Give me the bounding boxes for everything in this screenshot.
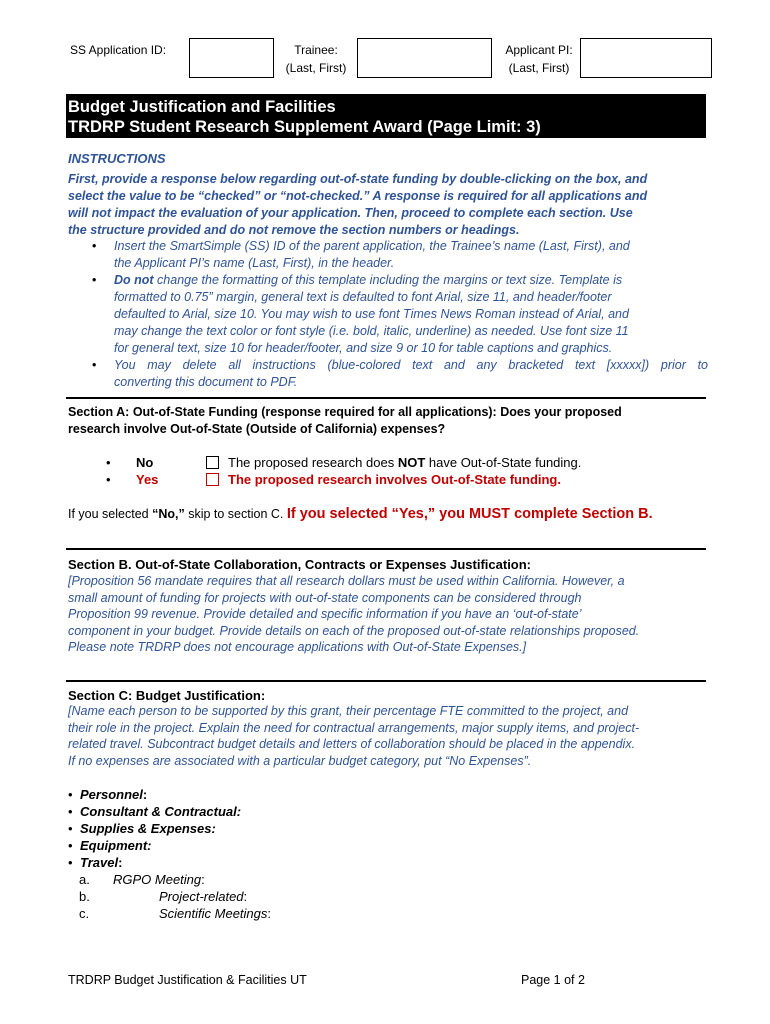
bullet-glyph: • bbox=[68, 838, 73, 853]
skip-note-no: “No,” bbox=[152, 507, 185, 521]
budget-item-tail: : bbox=[142, 787, 148, 802]
option-no-row bbox=[106, 455, 626, 471]
bullet-glyph: • bbox=[106, 455, 111, 470]
bullet-line: formatted to 0.75” margin, general text is defaulted to font Arial, size 11, and header/footer bbox=[114, 290, 612, 304]
trainee-field[interactable] bbox=[357, 38, 492, 78]
section-c-line: [Name each person to be supported by this grant, their percentage FTE committed to the project, and bbox=[68, 704, 629, 718]
travel-subitem-label: RGPO Meeting bbox=[113, 872, 202, 887]
skip-note-must: If you selected “Yes,” you MUST complete Section B. bbox=[286, 506, 653, 522]
section-b-heading bbox=[68, 556, 708, 573]
budget-item-travel bbox=[68, 854, 241, 871]
bullet-glyph: • bbox=[92, 358, 97, 372]
instructions-bullet-2 bbox=[68, 272, 708, 357]
budget-item-label: Consultant & Contractual: bbox=[80, 804, 242, 819]
instructions-intro-line: First, provide a response below regarding out-of-state funding by double-clicking on the box, and bbox=[68, 172, 648, 186]
applicant-pi-label-sub: (Last, First) bbox=[508, 61, 570, 75]
budget-item-label: Personnel bbox=[80, 787, 143, 802]
section-b-line: component in your budget. Provide details on each of the proposed out-of-state relationships proposed. bbox=[68, 623, 640, 638]
travel-subitem-text bbox=[159, 888, 247, 905]
footer-page-number: Page 1 of 2 bbox=[521, 973, 585, 987]
section-b-instructions bbox=[68, 573, 708, 656]
travel-subitem-text bbox=[159, 905, 271, 922]
section-a-skip-note bbox=[68, 505, 653, 523]
section-a-heading-line: research involve Out-of-State (Outside of California) expenses? bbox=[68, 422, 446, 436]
travel-subitem-label: Project-related bbox=[159, 889, 244, 904]
bullet-glyph: • bbox=[68, 787, 73, 802]
bullet-line: the Applicant PI’s name (Last, First), in the header. bbox=[114, 256, 395, 270]
section-c-line: If no expenses are associated with a particular budget category, put “No Expenses”. bbox=[68, 753, 532, 768]
travel-subitem-tail: : bbox=[201, 872, 205, 887]
option-no-checkbox[interactable] bbox=[206, 456, 219, 469]
travel-subitem-a bbox=[0, 871, 400, 888]
trainee-label-sub: (Last, First) bbox=[285, 61, 347, 75]
bullet-glyph: • bbox=[68, 855, 73, 870]
travel-subitem-number: b. bbox=[79, 889, 90, 904]
bullet-glyph: • bbox=[106, 472, 111, 487]
budget-item-equipment bbox=[68, 837, 241, 854]
option-yes-row bbox=[106, 472, 626, 488]
bullet-glyph: • bbox=[68, 804, 73, 819]
instructions-bullet-list bbox=[68, 238, 708, 391]
budget-item-supplies bbox=[68, 820, 241, 837]
option-yes-checkbox[interactable] bbox=[206, 473, 219, 486]
option-yes-label: Yes bbox=[136, 472, 159, 487]
bullet-line-rest: change the formatting of this template including the margins or text size. Template is bbox=[153, 273, 623, 287]
bullet-line bbox=[114, 272, 708, 289]
instructions-heading: INSTRUCTIONS bbox=[68, 151, 166, 166]
option-no-text-post: have Out-of-State funding. bbox=[425, 455, 582, 470]
applicant-pi-label bbox=[500, 41, 578, 77]
budget-item-label: Supplies & Expenses: bbox=[80, 821, 216, 836]
trainee-label bbox=[282, 41, 350, 77]
section-a-divider bbox=[66, 397, 706, 399]
section-b-line: small amount of funding for projects with out-of-state components can be considered through bbox=[68, 590, 582, 605]
skip-note-mid: skip to section C. bbox=[184, 507, 287, 521]
section-b-line: Proposition 99 revenue. Provide detailed and specific information if you have an ‘out-of-state’ bbox=[68, 607, 582, 621]
travel-subitem-b bbox=[0, 888, 400, 905]
section-b-divider bbox=[66, 548, 706, 550]
bullet-glyph: • bbox=[92, 273, 97, 287]
do-not-emphasis: Do not bbox=[114, 273, 154, 287]
budget-item-tail: : bbox=[118, 855, 123, 870]
title-line-1: Budget Justification and Facilities bbox=[68, 98, 336, 116]
section-b-heading-a: Section B. bbox=[68, 557, 132, 572]
instructions-intro bbox=[68, 171, 708, 239]
section-c-heading: Section C: Budget Justification: bbox=[68, 688, 266, 703]
section-a-heading bbox=[68, 404, 708, 438]
travel-subitem-c bbox=[0, 905, 400, 922]
bullet-line: defaulted to Arial, size 10. You may wish to use font Times News Roman instead of Arial, and bbox=[114, 307, 629, 321]
section-c-instructions bbox=[68, 703, 708, 769]
bullet-glyph: • bbox=[92, 239, 97, 253]
title-line-2: TRDRP Student Research Supplement Award (Page Limit: 3) bbox=[68, 118, 541, 136]
budget-item-personnel bbox=[68, 786, 241, 803]
bullet-line: may change the text color or font style (i.e. bold, italic, underline) as needed. Use font size 11 bbox=[114, 324, 629, 338]
travel-subitem-number: a. bbox=[79, 872, 90, 887]
section-c-divider bbox=[66, 680, 706, 682]
budget-item-label: Travel bbox=[80, 855, 119, 870]
trainee-label-text: Trainee: bbox=[294, 43, 338, 57]
section-b-line: Please note TRDRP does not encourage applications with Out-of-State Expenses.] bbox=[68, 640, 527, 654]
applicant-pi-label-text: Applicant PI: bbox=[505, 43, 573, 57]
travel-subitem-tail: : bbox=[243, 889, 248, 904]
section-c-line: related travel. Subcontract budget details and letters of collaboration should be placed in the appendix. bbox=[68, 737, 636, 751]
instructions-intro-line: select the value to be “checked” or “not-checked.” A response is required for all applications and bbox=[68, 189, 648, 203]
travel-subitem-text bbox=[113, 871, 205, 888]
skip-note-pre: If you selected bbox=[68, 507, 153, 521]
section-a-heading-line: Section A: Out-of-State Funding (response required for all applications): Does your proposed bbox=[68, 405, 622, 419]
option-no-text-bold: NOT bbox=[397, 455, 426, 470]
section-b-heading-b: Out-of-State Collaboration, Contracts or Expenses Justification: bbox=[131, 557, 532, 572]
bullet-line: converting this document to PDF. bbox=[114, 375, 298, 389]
section-c-line: their role in the project. Explain the need for contractual arrangements, major supply items, and project- bbox=[68, 720, 640, 735]
instructions-bullet-3 bbox=[68, 357, 708, 391]
document-title-bar bbox=[66, 94, 706, 138]
ss-application-id-field[interactable] bbox=[189, 38, 274, 78]
option-yes-text: The proposed research involves Out-of-State funding. bbox=[228, 472, 561, 487]
travel-subitem-number: c. bbox=[79, 906, 90, 921]
bullet-line: Insert the SmartSimple (SS) ID of the parent application, the Trainee’s name (Last, First), and bbox=[114, 239, 630, 253]
option-no-label: No bbox=[136, 455, 154, 470]
bullet-line: for general text, size 10 for header/footer, and size 9 or 10 for table captions and graphics. bbox=[114, 341, 613, 355]
travel-subitem-label: Scientific Meetings bbox=[159, 906, 268, 921]
budget-category-list bbox=[68, 786, 241, 871]
option-no-text-pre: The proposed research does bbox=[228, 455, 398, 470]
budget-item-consultant bbox=[68, 803, 241, 820]
section-b-line: [Proposition 56 mandate requires that all research dollars must be used within California. However, a bbox=[68, 574, 625, 588]
instructions-intro-line: will not impact the evaluation of your application. Then, proceed to complete each section. Use bbox=[68, 206, 633, 220]
instructions-intro-line: the structure provided and do not remove the section numbers or headings. bbox=[68, 223, 520, 237]
travel-subitem-tail: : bbox=[267, 906, 272, 921]
applicant-pi-field[interactable] bbox=[580, 38, 712, 78]
instructions-bullet-1 bbox=[68, 238, 708, 272]
option-no-text bbox=[228, 455, 581, 471]
bullet-line: You may delete all instructions (blue-colored text and any bracketed text [xxxxx]) prior to bbox=[114, 358, 708, 372]
bullet-glyph: • bbox=[68, 821, 73, 836]
budget-item-label: Equipment: bbox=[80, 838, 152, 853]
footer-document-name: TRDRP Budget Justification & Facilities UT bbox=[68, 973, 307, 987]
ss-application-id-label: SS Application ID: bbox=[70, 43, 167, 57]
